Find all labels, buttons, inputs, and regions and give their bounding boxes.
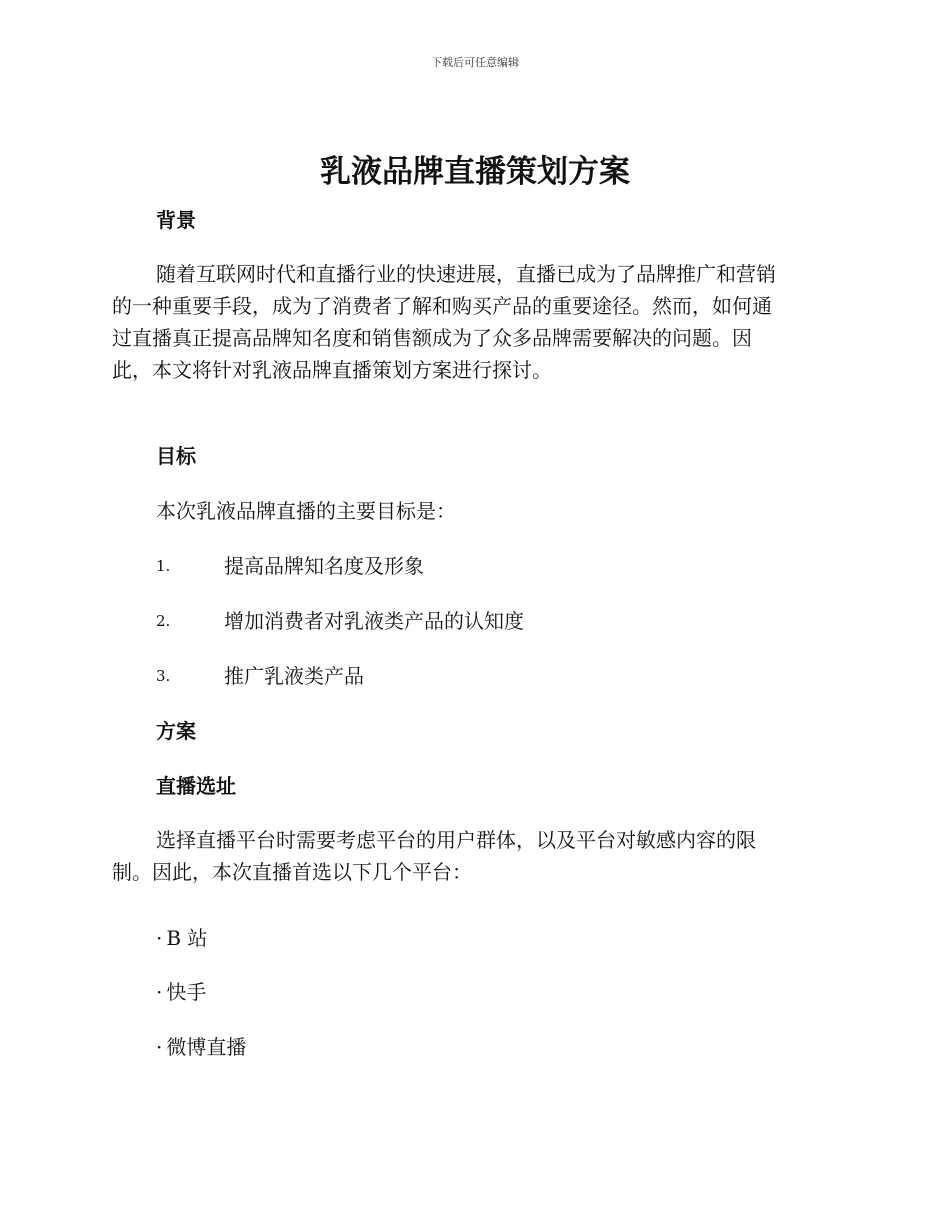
list-item [156, 607, 756, 635]
bullet-symbol: · [156, 926, 163, 950]
list-item [156, 552, 756, 580]
list-number: 2. [156, 612, 171, 630]
list-text: 增加消费者对乳液类产品的认知度 [224, 609, 524, 633]
paragraph-line: 的一种重要手段，成为了消费者了解和购买产品的重要途径。然而，如何通 [112, 294, 772, 318]
list-item [156, 1033, 246, 1061]
paragraph-line: 选择直播平台时需要考虑平台的用户群体，以及平台对敏感内容的限 [156, 828, 756, 852]
list-number: 1. [156, 557, 171, 575]
list-number: 3. [156, 667, 171, 685]
venue-paragraph [112, 824, 832, 888]
section-heading-plan: 方案 [156, 719, 196, 743]
paragraph-line: 随着互联网时代和直播行业的快速进展，直播已成为了品牌推广和营销 [156, 262, 776, 286]
list-text: 提高品牌知名度及形象 [224, 554, 424, 578]
section-heading-background: 背景 [156, 208, 196, 232]
background-paragraph [112, 258, 832, 386]
list-text: 微博直播 [166, 1035, 247, 1059]
bullet-symbol: · [156, 1035, 163, 1059]
paragraph-line: 过直播真正提高品牌知名度和销售额成为了众多品牌需要解决的问题。因 [112, 326, 752, 350]
page-title: 乳液品牌直播策划方案 [320, 154, 630, 190]
list-item [156, 924, 207, 952]
paragraph-line: 此，本文将针对乳液品牌直播策划方案进行探讨。 [112, 358, 552, 382]
list-text: B 站 [166, 926, 208, 950]
goal-intro: 本次乳液品牌直播的主要目标是： [156, 499, 456, 523]
paragraph-line: 制。因此，本次直播首选以下几个平台： [112, 860, 472, 884]
sub-heading-venue: 直播选址 [156, 774, 236, 798]
section-heading-goal: 目标 [156, 444, 196, 468]
bullet-symbol: · [156, 980, 163, 1004]
list-text: 快手 [166, 980, 207, 1004]
list-text: 推广乳液类产品 [224, 664, 364, 688]
list-item [156, 662, 756, 690]
list-item [156, 978, 206, 1006]
header-note: 下载后可任意编辑 [431, 56, 519, 69]
